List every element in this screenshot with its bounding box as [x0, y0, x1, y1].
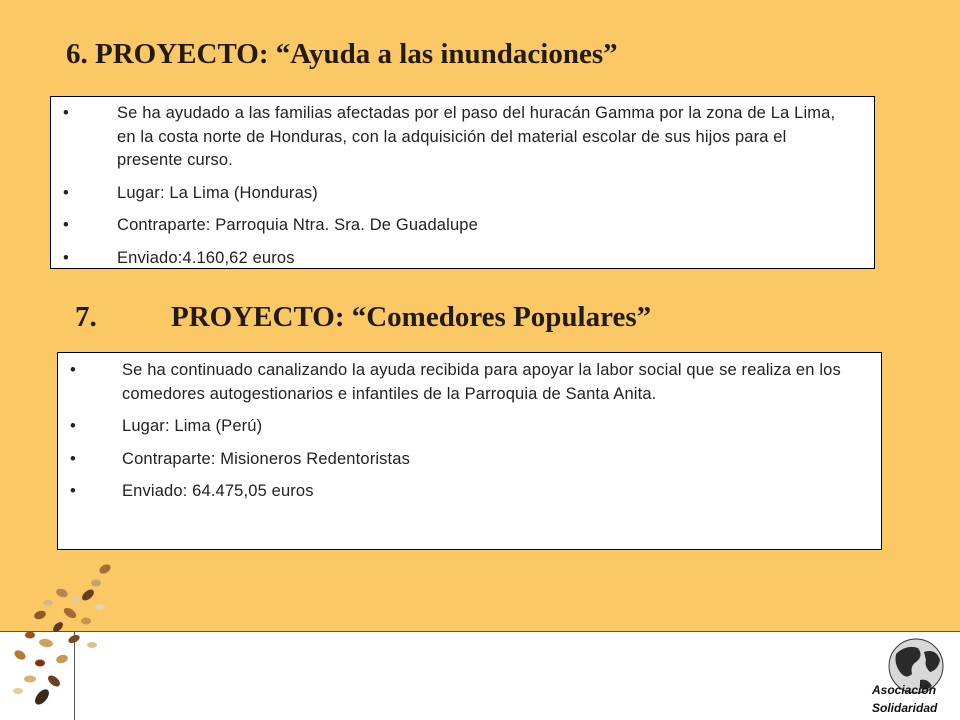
project-6-box	[50, 96, 875, 269]
project-7-title	[75, 301, 651, 334]
bullet-icon: •	[70, 482, 76, 500]
logo-line-1: Asociación	[872, 683, 937, 697]
bullet-text: Se ha ayudado a las familias afectadas por el paso del huracán Gamma por la zona de La Lima, en la costa norte de Honduras, con la adquisición del material escolar de sus hijos para el presente curso.	[117, 104, 836, 169]
bullet-text: Lugar: La Lima (Honduras)	[117, 183, 318, 202]
list-item	[70, 448, 863, 472]
bullet-icon: •	[70, 361, 76, 379]
project-6-bullet-list	[51, 97, 874, 270]
project-7-number: 7.	[75, 301, 97, 333]
bullet-text: Enviado: 64.475,05 euros	[122, 482, 314, 500]
list-item	[63, 182, 856, 206]
bullet-icon: •	[70, 449, 76, 468]
bullet-text: Se ha continuado canalizando la ayuda recibida para apoyar la labor social que se realiza en los comedores autogestionarios e infantiles de la Parroquia de Santa Anita.	[122, 361, 841, 403]
project-6-title: 6. PROYECTO: “Ayuda a las inundaciones”	[66, 38, 618, 70]
seeds-decoration-icon	[0, 555, 130, 715]
list-item	[63, 102, 856, 173]
list-item	[63, 247, 856, 271]
list-item	[70, 359, 863, 406]
bullet-text: Lugar: Lima (Perú)	[122, 417, 263, 435]
project-7-title-text: PROYECTO: “Comedores Populares”	[171, 301, 652, 333]
logo-line-2: Solidaridad	[872, 701, 938, 715]
bullet-icon: •	[70, 417, 76, 435]
asociacion-solidaridad-logo	[866, 636, 958, 718]
bullet-icon: •	[63, 216, 69, 234]
list-item	[70, 480, 863, 504]
list-item	[63, 214, 856, 238]
bullet-icon: •	[63, 248, 69, 267]
bullet-text: Enviado:4.160,62 euros	[117, 248, 295, 267]
bullet-text: Contraparte: Misioneros Redentoristas	[122, 449, 411, 468]
footer-divider	[0, 631, 960, 632]
bullet-icon: •	[63, 104, 69, 122]
bullet-text: Contraparte: Parroquia Ntra. Sra. De Guadalupe	[117, 216, 478, 234]
project-7-bullet-list	[58, 353, 881, 504]
project-7-box	[57, 352, 882, 550]
list-item	[70, 415, 863, 439]
bullet-icon: •	[63, 183, 69, 202]
